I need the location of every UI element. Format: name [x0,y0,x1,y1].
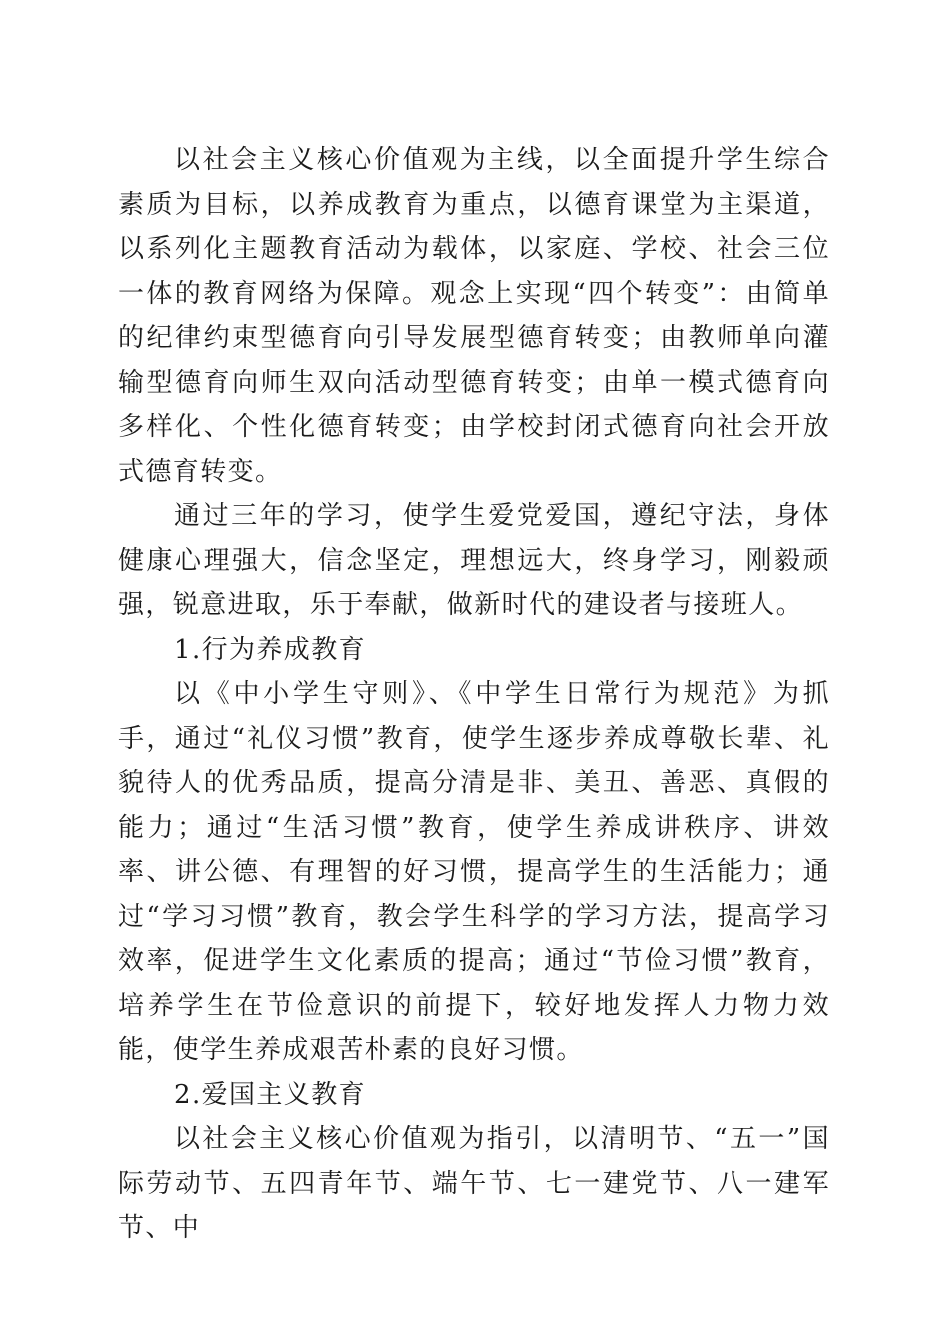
paragraph-learning-goals: 通过三年的学习，使学生爱党爱国，遵纪守法，身体健康心理强大，信念坚定，理想远大，终身学习，刚毅顽强，锐意进取，乐于奉献，做新时代的建设者与接班人。 [118,501,830,620]
section-heading-patriotic-education: 2.爱国主义教育 [174,1079,367,1110]
paragraph-behavior-education: 以《中小学生守则》、《中学生日常行为规范》为抓手，通过“礼仪习惯”教育，使学生逐步养成尊敬长辈、礼貌待人的优秀品质，提高分清是非、美丑、善恶、真假的能力；通过“生活习惯”教育，使学生养成讲秩序、讲效率、讲公德、有理智的好习惯，提高学生的生活能力；通过“学习习惯”教育，教会学生科学的学习方法，提高学习效率，促进学生文化素质的提高；通过“节俭习惯”教育，培养学生在节俭意识的前提下，较好地发挥人力物力效能，使学生养成艰苦朴素的良好习惯。 [118,679,830,1065]
paragraph-patriotic-education: 以社会主义核心价值观为指引，以清明节、“五一”国际劳动节、五四青年节、端午节、七一建党节、八一建军节、中 [118,1124,830,1243]
paragraph-guiding-principles: 以社会主义核心价值观为主线，以全面提升学生综合素质为目标，以养成教育为重点，以德育课堂为主渠道，以系列化主题教育活动为载体，以家庭、学校、社会三位一体的教育网络为保障。观念上实现“四个转变”：由简单的纪律约束型德育向引导发展型德育转变；由教师单向灌输型德育向师生双向活动型德育转变；由单一模式德育向多样化、个性化德育转变；由学校封闭式德育向社会开放式德育转变。 [118,145,830,487]
section-heading-behavior-education: 1.行为养成教育 [174,634,367,665]
document-body [118,138,830,1251]
